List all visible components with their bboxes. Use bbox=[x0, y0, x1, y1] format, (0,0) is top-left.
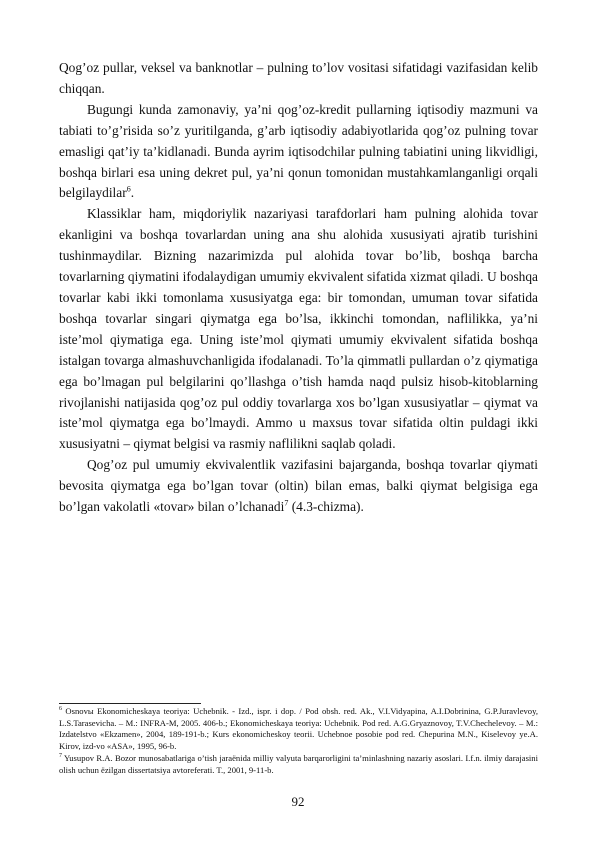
paragraph-4-text: Qog’oz pul umumiy ekvivalentlik vazifasini bajarganda, boshqa tovarlar qiymati bevosita qiymatga ega bo’lgan tovar (oltin) bilan emas, balki qiymat belgisiga ega bo’lgan vakolatli «tovar» bilan o’lchanadi bbox=[59, 457, 538, 515]
paragraph-1 bbox=[59, 58, 538, 100]
paragraph-2-text: Bugungi kunda zamonaviy, ya’ni qog’oz-kredit pullarning iqtisodiy mazmuni va tabiati to’g’risida so’z yuritilganda, g’arb iqtisodiy adabiyotlarida qog’oz pulning tovar emasligi qat’iy ta’kidlanadi. Bunda ayrim iqtisodchilar pulning tabiatini uning likvidligi, boshqa birlari esa uning dekret pul, ya’ni qonun tomonidan mustahkamlanganligi orqali belgilaydilar bbox=[59, 101, 538, 201]
page-number: 92 bbox=[291, 794, 305, 809]
footnote-7-text: Yusupov R.A. Bozor munosabatlariga o’tish jaraёnida milliy valyuta barqarorligini ta’minlashning nazariy asoslari. I.f.n. ilmiy darajasini olish uchun ёzilgan dissertatsiya avtoreferati. T., 2001, 9-11-b. bbox=[59, 752, 538, 775]
footnote-6-text: Osnovы Ekonomicheskaya teoriya: Uchebnik. - Izd., ispr. i dop. / Pod obsh. red. Ak., V.I.Vidyapina, A.I.Dobrinina, G.P.Juravlevoy, L.S.Tarasevicha. – M.: INFRA-M, 2005. 406-b.; Ekonomicheskaya teoriya: Uchebnik. Pod red. A.G.Gryaznovoy, T.V.Chechelevoy. – M.: Izdatelstvo «Ekzamen», 2004, 189-191-b.; Kurs ekonomicheskoy teorii. Uchebnoe posobie pod red. Chepurina M.N., Kiselevoy ye.A. Kirov, izd-vo «ASA», 1995, 96-b. bbox=[59, 706, 538, 752]
paragraph-2-tail: . bbox=[130, 185, 135, 201]
paragraph-1-text: Qog’oz pullar, veksel va banknotlar – pulning to’lov vositasi sifatidagi vazifasidan kelib chiqqan. bbox=[59, 60, 538, 96]
footnotes bbox=[59, 706, 538, 776]
footnote-7-marker: 7 bbox=[59, 752, 62, 759]
paragraph-3-text: Klassiklar ham, miqdoriylik nazariyasi tarafdorlari ham pulning alohida tovar ekanligini va boshqa tovarlardan uning ana shu alohida xususiyati ajratib turishini tushinmaydilar. Bizning nazarimizda pul alohida tovar bo’lib, boshqa barcha tovarlarning qiymatini ifodalaydigan umumiy ekvivalent sifatida xizmat qiladi. U boshqa tovarlar kabi ikki tomonlama xususiyatga ega: bir tomondan, umuman tovar sifatida boshqa tovarlar singari qiymatga ega bo’lsa, ikkinchi tomondan, naflilikka, ya’ni iste’mol qiymatiga ega. Uning iste’mol qiymati umumiy ekvivalent sifatida boshqa istalgan tovarga almashuvchanligida ifodalanadi. To’la qimmatli pullardan o’z qiymatiga ega bo’lmagan pul belgilarini qo’llashga o’tish hamda naqd pulsiz hisob-kitoblarning rivojlanishi natijasida qog’oz pul oddiy tovarlarga xos bo’lgan xususiyatlar – qiymat va iste’mol qiymatga ega bo’lmaydi. Ammo u maxsus tovar sifatida oltin puldagi ikki xususiyatni – qiymat belgisi va rasmiy naflilikni saqlab qoladi. bbox=[59, 206, 538, 452]
body-text bbox=[59, 58, 538, 518]
paragraph-4-tail: (4.3-chizma). bbox=[288, 499, 364, 515]
footnote-7 bbox=[59, 753, 538, 776]
paragraph-2 bbox=[59, 100, 538, 205]
footnote-separator bbox=[59, 703, 201, 704]
footnote-6 bbox=[59, 706, 538, 753]
footnote-ref-7[interactable]: 7 bbox=[284, 498, 289, 508]
paragraph-3 bbox=[59, 204, 538, 455]
footnote-ref-6[interactable]: 6 bbox=[126, 184, 131, 194]
footnote-6-marker: 6 bbox=[59, 706, 62, 713]
paragraph-4 bbox=[59, 455, 538, 518]
